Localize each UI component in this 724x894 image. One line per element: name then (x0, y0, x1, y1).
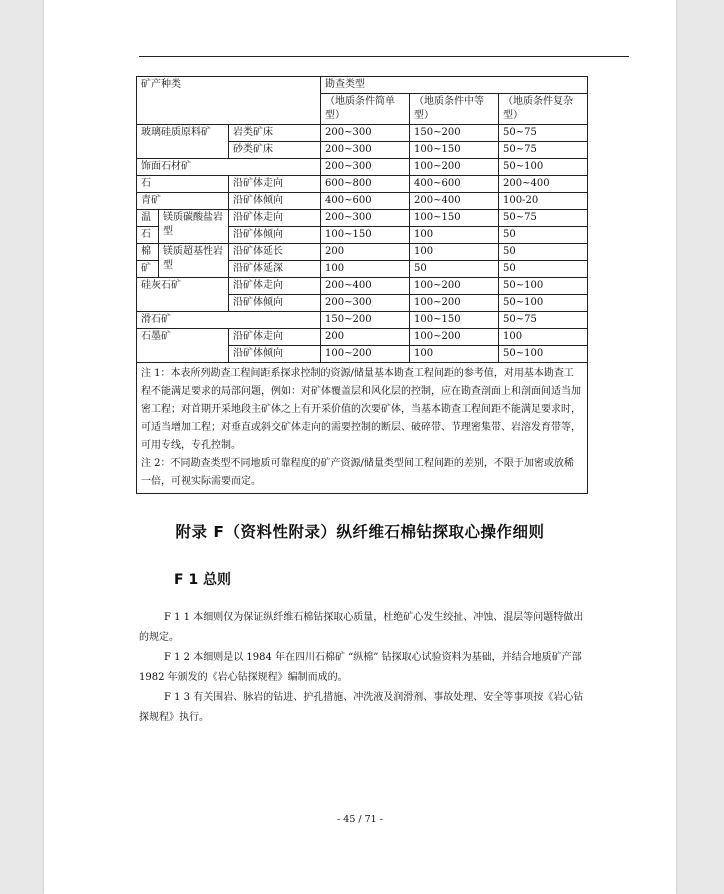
value-cell: 100~200 (410, 329, 499, 346)
value-cell: 50~100 (499, 346, 588, 363)
value-cell: 150~200 (321, 312, 410, 329)
table-notes (137, 363, 588, 494)
value-cell: 50~100 (499, 295, 588, 312)
table-row (137, 125, 588, 142)
value-cell: 100~200 (410, 159, 499, 176)
table-note-2: 注 2：不同勘查类型不同地质可靠程度的矿产资源/储量类型间工程间距的差别，不限于加密或放稀一倍，可视实际需要而定。 (141, 458, 574, 487)
value-cell: 200~300 (321, 210, 410, 227)
subtype: 沿矿体走向 (229, 329, 321, 346)
value-cell: 50~75 (499, 210, 588, 227)
value-cell: 100~200 (410, 278, 499, 295)
value-cell: 100 (410, 346, 499, 363)
warm-label-char: 温 (137, 210, 159, 227)
value-cell: 50~75 (499, 312, 588, 329)
section-body (139, 608, 589, 728)
table-row (137, 77, 588, 94)
value-cell: 50 (499, 261, 588, 278)
subtype: 沿矿体倾向 (229, 346, 321, 363)
section-title: F 1 总则 (174, 572, 232, 588)
value-cell: 200~300 (321, 142, 410, 159)
mineral-name: 青矿 (137, 193, 229, 210)
value-cell: 200~400 (410, 193, 499, 210)
value-cell: 400~600 (321, 193, 410, 210)
header-exploration-type: 勘查类型 (321, 77, 588, 94)
value-cell: 200~300 (321, 159, 410, 176)
value-cell: 100~150 (410, 142, 499, 159)
value-cell: 150~200 (410, 125, 499, 142)
page-number: - 45 / 71 - (337, 814, 383, 825)
header-medium: （地质条件中等型） (410, 94, 499, 125)
paragraph: F 1 2 本细则是以 1984 年在四川石棉矿 “纵棉” 钻探取心试验资料为基础，并结合地质矿产部 1982 年颁发的《岩心钻探规程》编制而成的。 (139, 652, 582, 683)
value-cell: 200 (321, 244, 410, 261)
value-cell: 100~150 (410, 312, 499, 329)
header-simple: （地质条件简单型） (321, 94, 410, 125)
mineral-name: 硅灰石矿 (137, 278, 229, 312)
value-cell: 100 (410, 227, 499, 244)
document-page (44, 0, 676, 894)
exploration-spacing-table (136, 76, 588, 494)
value-cell: 100 (321, 261, 410, 278)
table-row (137, 312, 588, 329)
subtype: 沿矿体倾向 (229, 227, 321, 244)
mineral-subname: 镁质碳酸盐岩型 (159, 210, 229, 244)
table-row (137, 329, 588, 346)
value-cell: 100~150 (321, 227, 410, 244)
header-complex: （地质条件复杂型） (499, 94, 588, 125)
value-cell: 50 (499, 244, 588, 261)
value-cell: 50 (499, 227, 588, 244)
mineral-name: 石 (137, 176, 229, 193)
table-row (137, 176, 588, 193)
value-cell: 600~800 (321, 176, 410, 193)
value-cell: 200~300 (321, 125, 410, 142)
mineral-name: 饰面石材矿 (137, 159, 321, 176)
subtype: 沿矿体走向 (229, 278, 321, 295)
value-cell: 50~75 (499, 142, 588, 159)
value-cell: 200~400 (499, 176, 588, 193)
value-cell: 100-20 (499, 193, 588, 210)
mineral-name: 石墨矿 (137, 329, 229, 363)
value-cell: 400~600 (410, 176, 499, 193)
value-cell: 100 (410, 244, 499, 261)
header-mineral-type: 矿产种类 (137, 77, 321, 125)
header-rule (139, 56, 629, 57)
value-cell: 200 (321, 329, 410, 346)
table-row (137, 210, 588, 227)
value-cell: 50~100 (499, 159, 588, 176)
value-cell: 100~200 (410, 295, 499, 312)
subtype: 沿矿体走向 (229, 210, 321, 227)
value-cell: 100~200 (321, 346, 410, 363)
value-cell: 100 (499, 329, 588, 346)
subtype: 沿矿体倾向 (229, 193, 321, 210)
warm-label-char: 棉 (137, 244, 159, 261)
table-row (137, 278, 588, 295)
subtype: 沿矿体延长 (229, 244, 321, 261)
paragraph: F 1 3 有关围岩、脉岩的钻进、护孔措施、冲洗液及润滑剂、事故处理、安全等事项按《岩心钻探规程》执行。 (139, 692, 584, 723)
value-cell: 50 (410, 261, 499, 278)
value-cell: 200~300 (321, 295, 410, 312)
appendix-title: 附录 F（资料性附录）纵纤维石棉钻探取心操作细则 (175, 523, 545, 541)
subtype: 沿矿体倾向 (229, 295, 321, 312)
value-cell: 50~75 (499, 125, 588, 142)
subtype: 岩类矿床 (229, 125, 321, 142)
mineral-name: 滑石矿 (137, 312, 321, 329)
subtype: 沿矿体延深 (229, 261, 321, 278)
warm-label-char: 石 (137, 227, 159, 244)
mineral-subname: 镁质超基性岩型 (159, 244, 229, 278)
value-cell: 100~150 (410, 210, 499, 227)
subtype: 沿矿体走向 (229, 176, 321, 193)
table-note-1: 注 1：本表所列勘查工程间距系探求控制的资源/储量基本勘查工程间距的参考值，对用基本勘查工程不能满足要求的局部问题，例如：对矿体覆盖层和风化层的控制，应在勘查剖面上和剖面间适当加密工程；对首期开采地段主矿体之上有开采价值的次要矿体，当基本勘查工程间距不能满足要求时，可适当增加工程；对垂直或斜交矿体走向的需要控制的断层、破碎带、节理密集带、岩溶发育带等，可用专线，专孔控制。 (141, 368, 581, 451)
subtype: 砂类矿床 (229, 142, 321, 159)
warm-label-char: 矿 (137, 261, 159, 278)
value-cell: 50~100 (499, 278, 588, 295)
table-row (137, 159, 588, 176)
value-cell: 200~400 (321, 278, 410, 295)
table-row (137, 244, 588, 261)
table-row (137, 193, 588, 210)
paragraph: F 1 1 本细则仅为保证纵纤维石棉钻探取心质量，杜绝矿心发生绞扯、冲蚀、混层等问题特做出的规定。 (139, 612, 584, 643)
table-row (137, 363, 588, 494)
mineral-name: 玻璃硅质原料矿 (137, 125, 229, 159)
